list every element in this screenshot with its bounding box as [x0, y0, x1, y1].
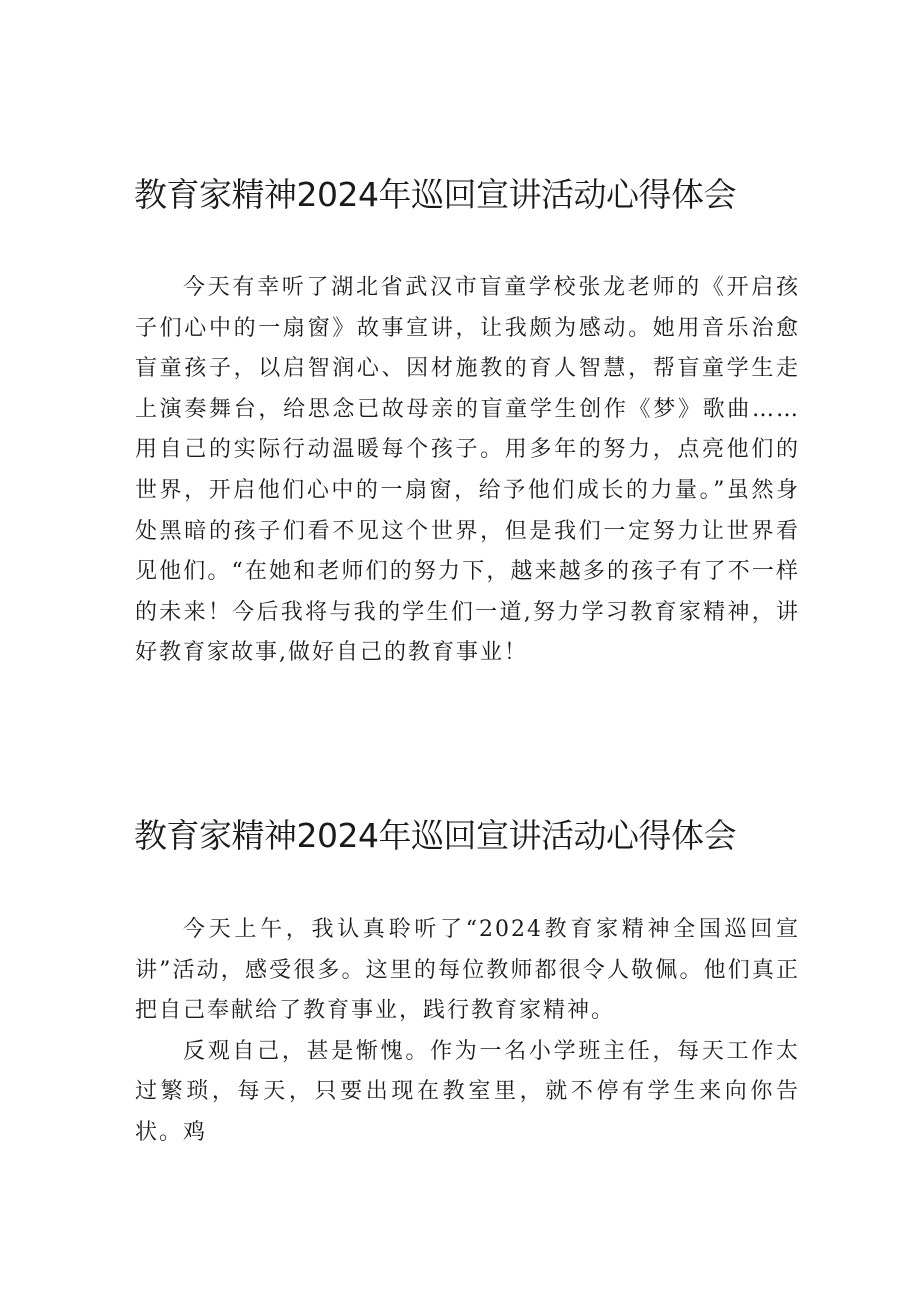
article-title: 教育家精神2024年巡回宣讲活动心得体会 — [134, 175, 736, 214]
body-paragraph: 今天上午，我认真聆听了“2024教育家精神全国巡回宣讲”活动，感受很多。这里的每位教师都很令人敬佩。他们真正把自己奉献给了教育事业，践行教育家精神。 — [135, 917, 800, 1024]
article-title: 教育家精神2024年巡回宣讲活动心得体会 — [134, 816, 736, 855]
body-paragraph: 今天有幸听了湖北省武汉市盲童学校张龙老师的《开启孩子们心中的一扇窗》故事宣讲，让我颇为感动。她用音乐治愈盲童孩子，以启智润心、因材施教的育人智慧，帮盲童学生走上演奏舞台，给思念已故母亲的盲童学生创作《梦》歌曲……用自己的实际行动温暖每个孩子。用多年的努力，点亮他们的世界，开启他们心中的一扇窗，给予他们成长的力量。”虽然身处黑暗的孩子们看不见这个世界，但是我们一定努力让世界看见他们。“在她和老师们的努力下，越来越多的孩子有了不一样的未来！今后我将与我的学生们一道,努力学习教育家精神，讲好教育家故事,做好自己的教育事业！ — [135, 275, 800, 666]
body-paragraph: 反观自己，甚是惭愧。作为一名小学班主任，每天工作太过繁琐，每天，只要出现在教室里，就不停有学生来向你告状。鸡 — [135, 1038, 800, 1145]
article-body — [135, 910, 800, 1154]
article-body — [135, 268, 800, 674]
